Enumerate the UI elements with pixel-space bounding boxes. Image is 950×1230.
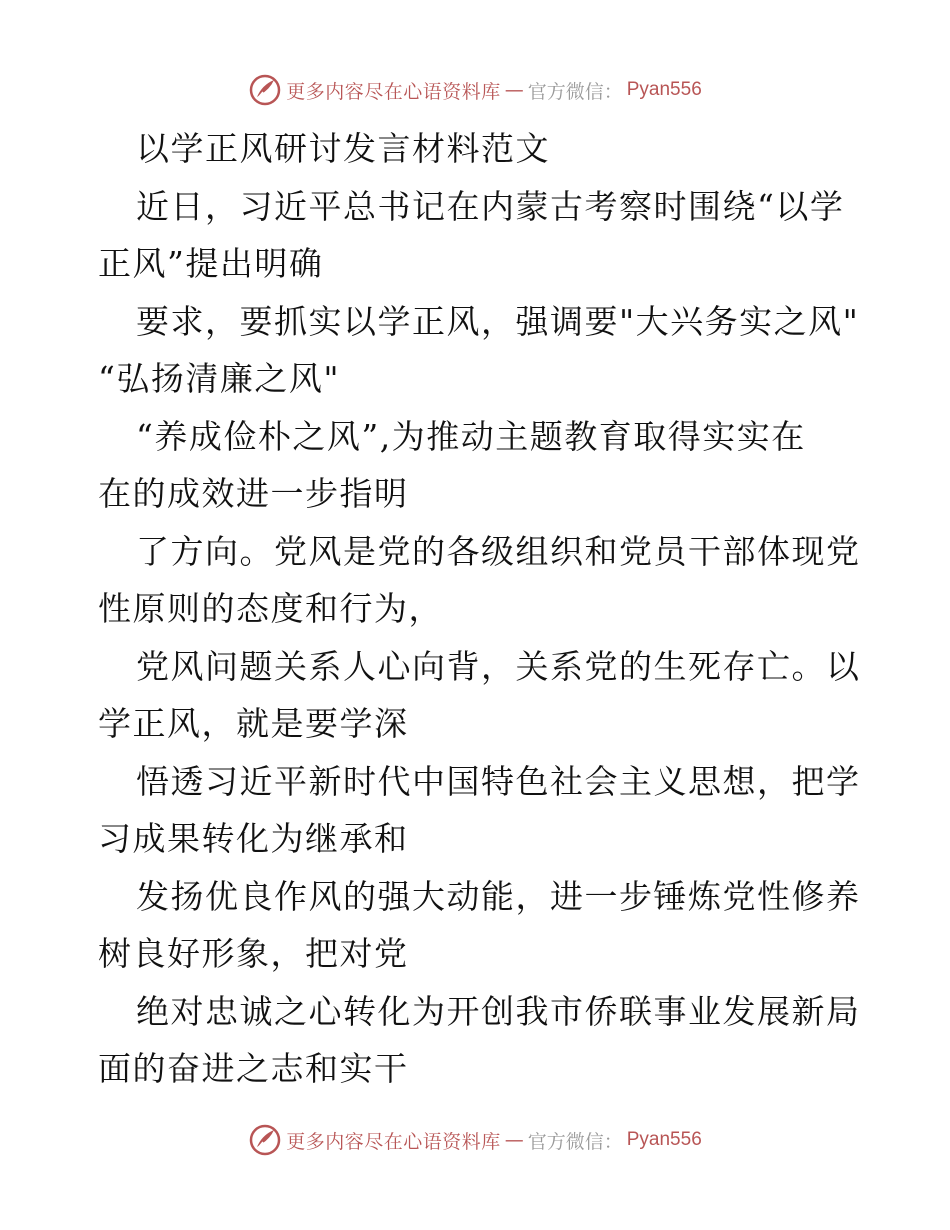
- quill-logo-icon: [248, 1123, 282, 1157]
- text-line: 树良好形象，把对党: [98, 934, 409, 973]
- text-line: 面的奋进之志和实干: [98, 1049, 409, 1088]
- text-line: “弘扬清廉之风": [98, 359, 341, 398]
- text-line: 要求，要抓实以学正风，强调要"大兴务实之风": [136, 301, 860, 341]
- text-line: 习成果转化为继承和: [98, 819, 409, 858]
- footer-watermark: [0, 1120, 950, 1160]
- watermark-wechat-id: Pyan556: [626, 79, 702, 100]
- watermark-label: 官方微信：: [527, 1130, 623, 1153]
- text-line: 正风”提出明确: [98, 244, 324, 283]
- text-line: 发扬优良作风的强大动能，进一步锤炼党性修养: [136, 876, 861, 916]
- text-line: 了方向。党风是党的各级组织和党员干部体现党: [136, 531, 861, 571]
- watermark-wechat-id: Pyan556: [626, 1129, 702, 1150]
- watermark-dash: —: [504, 1129, 524, 1151]
- text-line: 性原则的态度和行为，: [98, 589, 443, 628]
- document-body: [98, 120, 861, 1098]
- text-line: “养成俭朴之风”,为推动主题教育取得实实在: [136, 416, 806, 456]
- watermark-label: 官方微信：: [527, 80, 623, 103]
- text-line: 学正风，就是要学深: [98, 704, 409, 743]
- text-line: 绝对忠诚之心转化为开创我市侨联事业发展新局: [136, 991, 861, 1031]
- watermark-text: 更多内容尽在心语资料库: [286, 80, 501, 103]
- text-line: 近日，习近平总书记在内蒙古考察时围绕“以学: [136, 186, 845, 226]
- text-line: 党风问题关系人心向背，关系党的生死存亡。以: [136, 646, 861, 686]
- header-watermark: [0, 70, 950, 110]
- quill-logo-icon: [248, 73, 282, 107]
- text-line: 在的成效进一步指明: [98, 474, 409, 513]
- document-title: 以学正风研讨发言材料范文: [136, 129, 550, 168]
- text-line: 悟透习近平新时代中国特色社会主义思想，把学: [136, 761, 861, 801]
- watermark-text: 更多内容尽在心语资料库: [286, 1130, 501, 1153]
- watermark-dash: —: [504, 79, 524, 101]
